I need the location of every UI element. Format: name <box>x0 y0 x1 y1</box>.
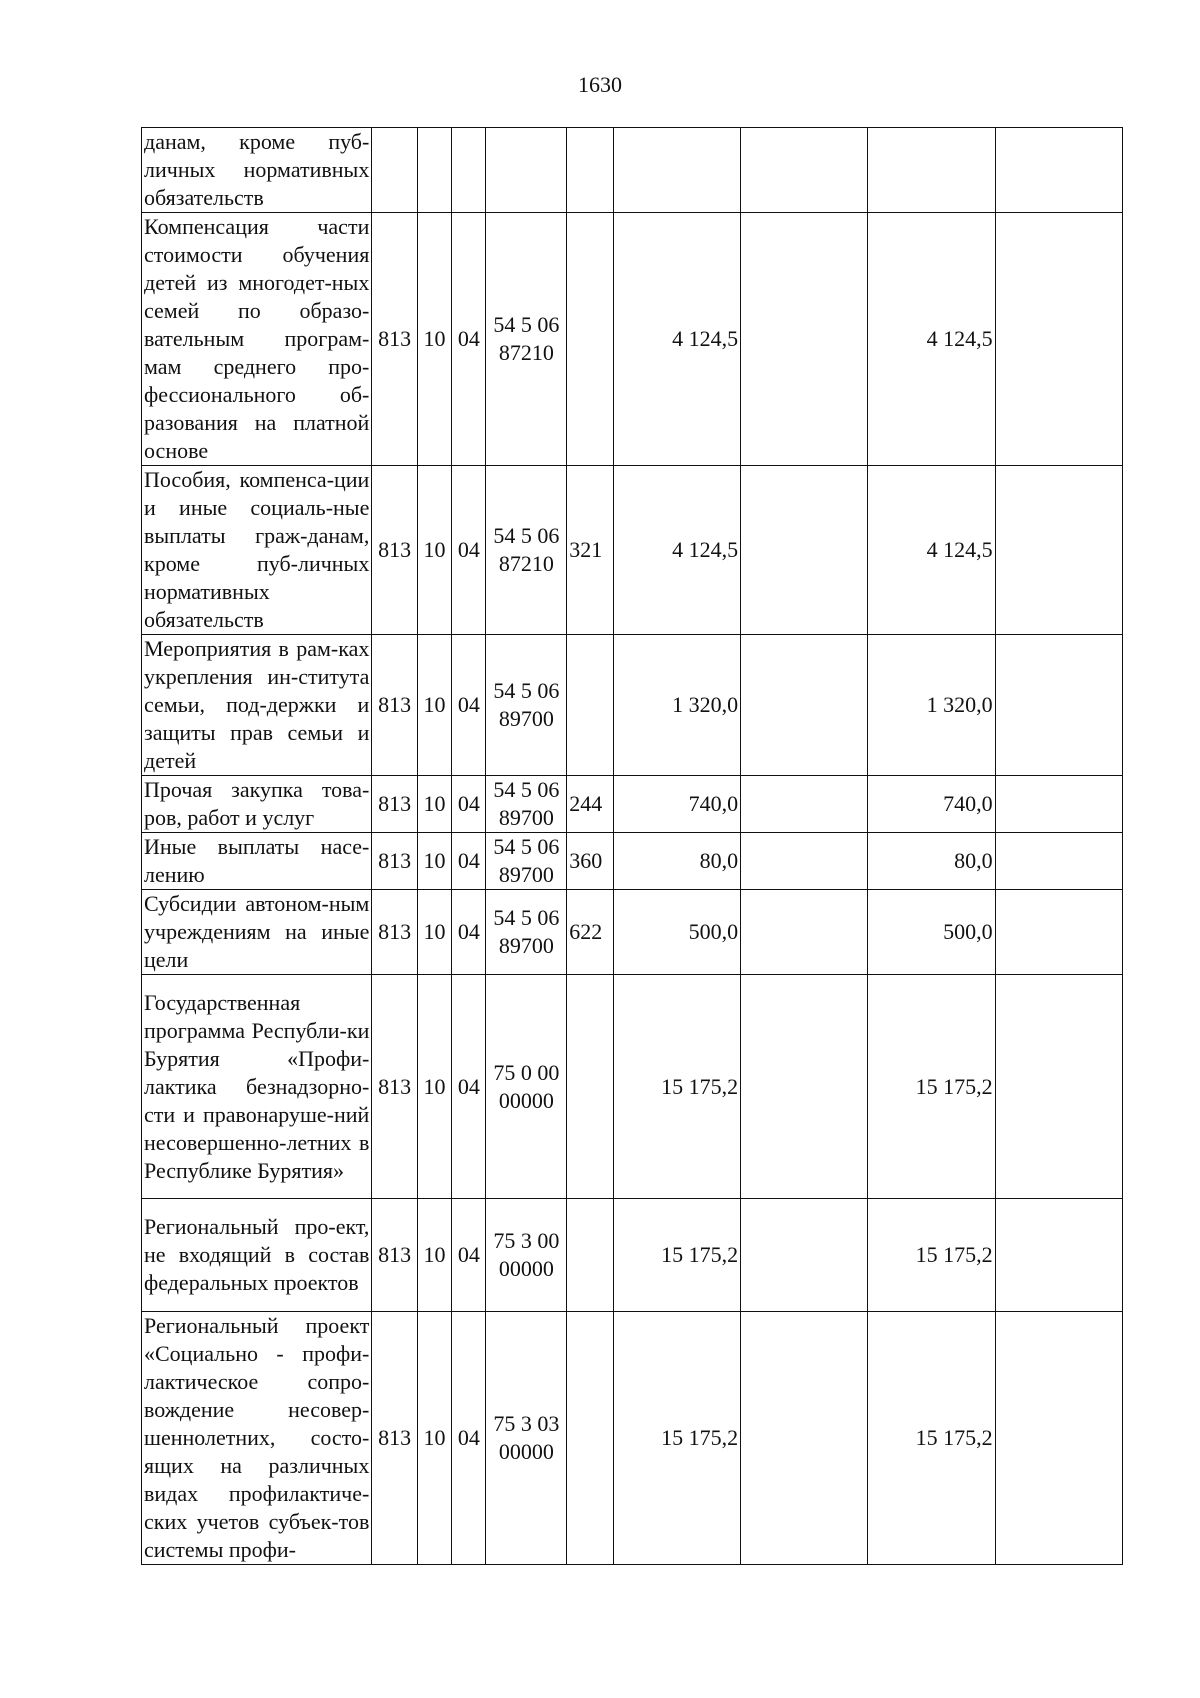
cell-csr: 75 3 00 00000 <box>486 1199 567 1312</box>
cell-csr: 54 5 06 89700 <box>486 776 567 833</box>
cell-sum4 <box>995 635 1122 776</box>
cell-sum2 <box>741 833 868 890</box>
cell-rz: 10 <box>417 776 451 833</box>
cell-ved: 813 <box>372 776 417 833</box>
cell-sum3: 1 320,0 <box>868 635 995 776</box>
cell-name: Региональный про-ект, не входящий в состав федеральных проектов <box>142 1199 372 1312</box>
cell-sum4 <box>995 776 1122 833</box>
cell-csr: 75 0 00 00000 <box>486 975 567 1199</box>
cell-rz: 10 <box>417 1312 451 1565</box>
cell-sum2 <box>741 776 868 833</box>
cell-csr: 54 5 06 89700 <box>486 833 567 890</box>
table-row <box>142 890 1123 975</box>
cell-csr: 54 5 06 87210 <box>486 466 567 635</box>
cell-sum3 <box>868 128 995 213</box>
cell-sum4 <box>995 1312 1122 1565</box>
cell-sum1: 15 175,2 <box>613 975 740 1199</box>
cell-sum2 <box>741 1312 868 1565</box>
cell-name: данам, кроме пуб-личных нормативных обязательств <box>142 128 372 213</box>
table-row <box>142 635 1123 776</box>
cell-sum1: 740,0 <box>613 776 740 833</box>
table-row <box>142 1312 1123 1565</box>
table-row <box>142 975 1123 1199</box>
cell-pr <box>452 128 486 213</box>
cell-sum3: 15 175,2 <box>868 1312 995 1565</box>
cell-vr <box>567 975 613 1199</box>
table-row <box>142 1199 1123 1312</box>
table-row <box>142 776 1123 833</box>
cell-ved: 813 <box>372 975 417 1199</box>
cell-name: Компенсация части стоимости обучения детей из многодет-ных семей по образо-вательным програм-мам среднего про-фессионального об-разования на платной основе <box>142 213 372 466</box>
cell-rz <box>417 128 451 213</box>
cell-sum1: 15 175,2 <box>613 1312 740 1565</box>
cell-ved: 813 <box>372 466 417 635</box>
cell-sum1: 4 124,5 <box>613 213 740 466</box>
cell-ved: 813 <box>372 833 417 890</box>
cell-pr: 04 <box>452 975 486 1199</box>
cell-vr: 321 <box>567 466 613 635</box>
cell-vr <box>567 1312 613 1565</box>
cell-sum2 <box>741 128 868 213</box>
cell-sum1 <box>613 128 740 213</box>
cell-ved <box>372 128 417 213</box>
cell-sum2 <box>741 890 868 975</box>
cell-csr: 54 5 06 87210 <box>486 213 567 466</box>
table-row <box>142 466 1123 635</box>
cell-sum3: 500,0 <box>868 890 995 975</box>
cell-sum4 <box>995 128 1122 213</box>
cell-sum2 <box>741 635 868 776</box>
cell-csr: 75 3 03 00000 <box>486 1312 567 1565</box>
cell-sum3: 4 124,5 <box>868 213 995 466</box>
cell-sum1: 1 320,0 <box>613 635 740 776</box>
cell-pr: 04 <box>452 1312 486 1565</box>
cell-csr: 54 5 06 89700 <box>486 890 567 975</box>
cell-vr: 622 <box>567 890 613 975</box>
cell-pr: 04 <box>452 213 486 466</box>
cell-sum4 <box>995 213 1122 466</box>
cell-sum3: 15 175,2 <box>868 1199 995 1312</box>
cell-name: Иные выплаты насе-лению <box>142 833 372 890</box>
cell-sum1: 500,0 <box>613 890 740 975</box>
budget-table <box>141 127 1123 1565</box>
cell-pr: 04 <box>452 1199 486 1312</box>
table-row <box>142 128 1123 213</box>
cell-sum1: 4 124,5 <box>613 466 740 635</box>
cell-ved: 813 <box>372 1199 417 1312</box>
cell-rz: 10 <box>417 975 451 1199</box>
cell-vr <box>567 635 613 776</box>
cell-rz: 10 <box>417 466 451 635</box>
table-row <box>142 833 1123 890</box>
cell-name: Прочая закупка това-ров, работ и услуг <box>142 776 372 833</box>
cell-vr <box>567 213 613 466</box>
cell-ved: 813 <box>372 1312 417 1565</box>
cell-sum2 <box>741 1199 868 1312</box>
cell-vr: 360 <box>567 833 613 890</box>
cell-sum4 <box>995 975 1122 1199</box>
cell-sum3: 4 124,5 <box>868 466 995 635</box>
cell-sum2 <box>741 466 868 635</box>
cell-rz: 10 <box>417 890 451 975</box>
cell-pr: 04 <box>452 635 486 776</box>
cell-pr: 04 <box>452 890 486 975</box>
cell-sum4 <box>995 466 1122 635</box>
cell-name: Мероприятия в рам-ках укрепления ин-ститута семьи, под-держки и защиты прав семьи и детей <box>142 635 372 776</box>
cell-sum3: 80,0 <box>868 833 995 890</box>
cell-pr: 04 <box>452 466 486 635</box>
cell-pr: 04 <box>452 776 486 833</box>
cell-csr <box>486 128 567 213</box>
cell-rz: 10 <box>417 635 451 776</box>
page-number: 1630 <box>578 72 622 97</box>
cell-csr: 54 5 06 89700 <box>486 635 567 776</box>
cell-sum3: 740,0 <box>868 776 995 833</box>
cell-rz: 10 <box>417 213 451 466</box>
cell-sum1: 15 175,2 <box>613 1199 740 1312</box>
cell-name: Субсидии автоном-ным учреждениям на иные цели <box>142 890 372 975</box>
cell-sum3: 15 175,2 <box>868 975 995 1199</box>
cell-sum2 <box>741 213 868 466</box>
cell-ved: 813 <box>372 890 417 975</box>
cell-vr: 244 <box>567 776 613 833</box>
cell-sum2 <box>741 975 868 1199</box>
cell-name: Региональный проект «Социально - профи-лактическое сопро-вождение несовер-шеннолетних, состо-ящих на различных видах профилактиче-ских учетов субъек-тов системы профи- <box>142 1312 372 1565</box>
cell-vr <box>567 128 613 213</box>
cell-rz: 10 <box>417 1199 451 1312</box>
cell-sum4 <box>995 890 1122 975</box>
cell-pr: 04 <box>452 833 486 890</box>
cell-name: Государственная программа Республи-ки Бурятия «Профи-лактика безнадзорно-сти и правонаруше-ний несовершенно-летних в Республике Бурятия» <box>142 975 372 1199</box>
cell-sum4 <box>995 833 1122 890</box>
cell-ved: 813 <box>372 213 417 466</box>
cell-vr <box>567 1199 613 1312</box>
cell-ved: 813 <box>372 635 417 776</box>
table-row <box>142 213 1123 466</box>
cell-sum1: 80,0 <box>613 833 740 890</box>
cell-name: Пособия, компенса-ции и иные социаль-ные выплаты граж-данам, кроме пуб-личных нормативных обязательств <box>142 466 372 635</box>
cell-rz: 10 <box>417 833 451 890</box>
cell-sum4 <box>995 1199 1122 1312</box>
